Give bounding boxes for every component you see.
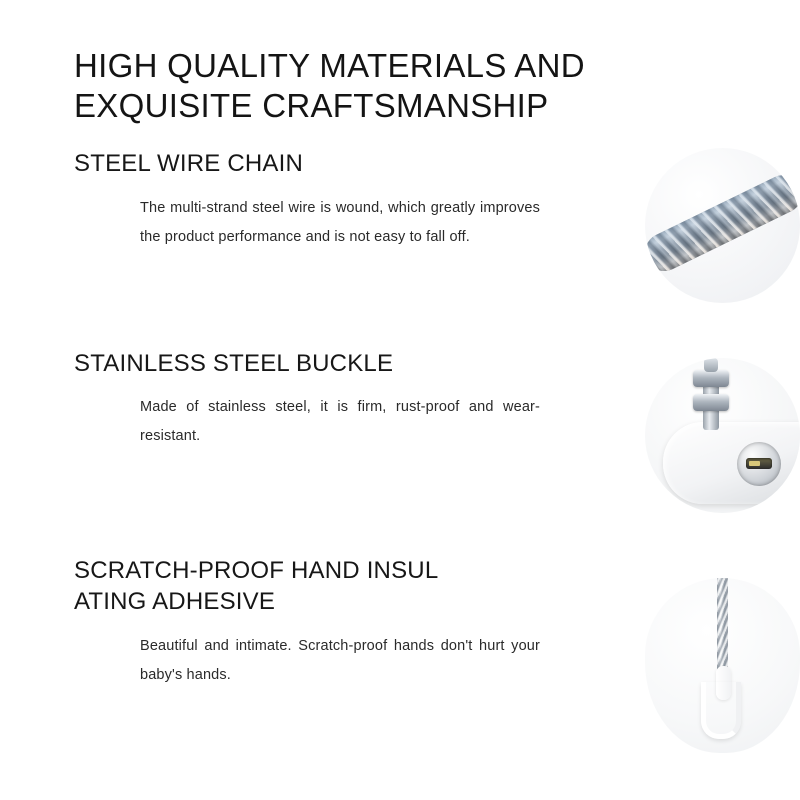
page-title <box>74 46 714 126</box>
feature-2-title <box>74 348 504 379</box>
feature-2-title-line-1: STAINLESS STEEL BUCKLE <box>74 349 394 377</box>
steel-wire-rope-photo <box>645 148 800 303</box>
steel-wire-rope-illustration <box>645 158 800 290</box>
feature-3-title <box>74 555 504 617</box>
buckle-nut-lower <box>693 394 729 411</box>
page-title-line-1: HIGH QUALITY MATERIALS AND <box>74 47 585 84</box>
wire-rope-tint <box>645 169 800 278</box>
feature-2-description: Made of stainless steel, it is firm, rust-proof and wear-resistant. <box>140 399 540 444</box>
feature-3-title-line-1: SCRATCH-PROOF HAND INSUL <box>74 557 439 584</box>
buckle-nut-upper <box>693 370 729 387</box>
wire-rope-core <box>645 169 800 278</box>
insulating-adhesive-photo <box>645 578 800 753</box>
buckle-illustration <box>645 358 800 513</box>
feature-1-title-line-1: STEEL WIRE CHAIN <box>74 150 304 177</box>
page-title-line-2: EXQUISITE CRAFTSMANSHIP <box>74 87 549 124</box>
feature-1-title <box>74 148 504 179</box>
stainless-steel-buckle-photo <box>645 358 800 513</box>
buckle-tip <box>704 358 718 372</box>
adhesive-cable-illustration <box>645 578 800 753</box>
cable-hook-loop <box>701 682 741 739</box>
feature-1-description: The multi-strand steel wire is wound, which greatly improves the product performance and is not easy to fall off. <box>140 199 540 245</box>
feature-3-description: Beautiful and intimate. Scratch-proof hands don't hurt your baby's hands. <box>140 637 540 683</box>
buckle-keyhole <box>746 458 772 469</box>
feature-3-title-line-2: ATING ADHESIVE <box>74 588 276 615</box>
